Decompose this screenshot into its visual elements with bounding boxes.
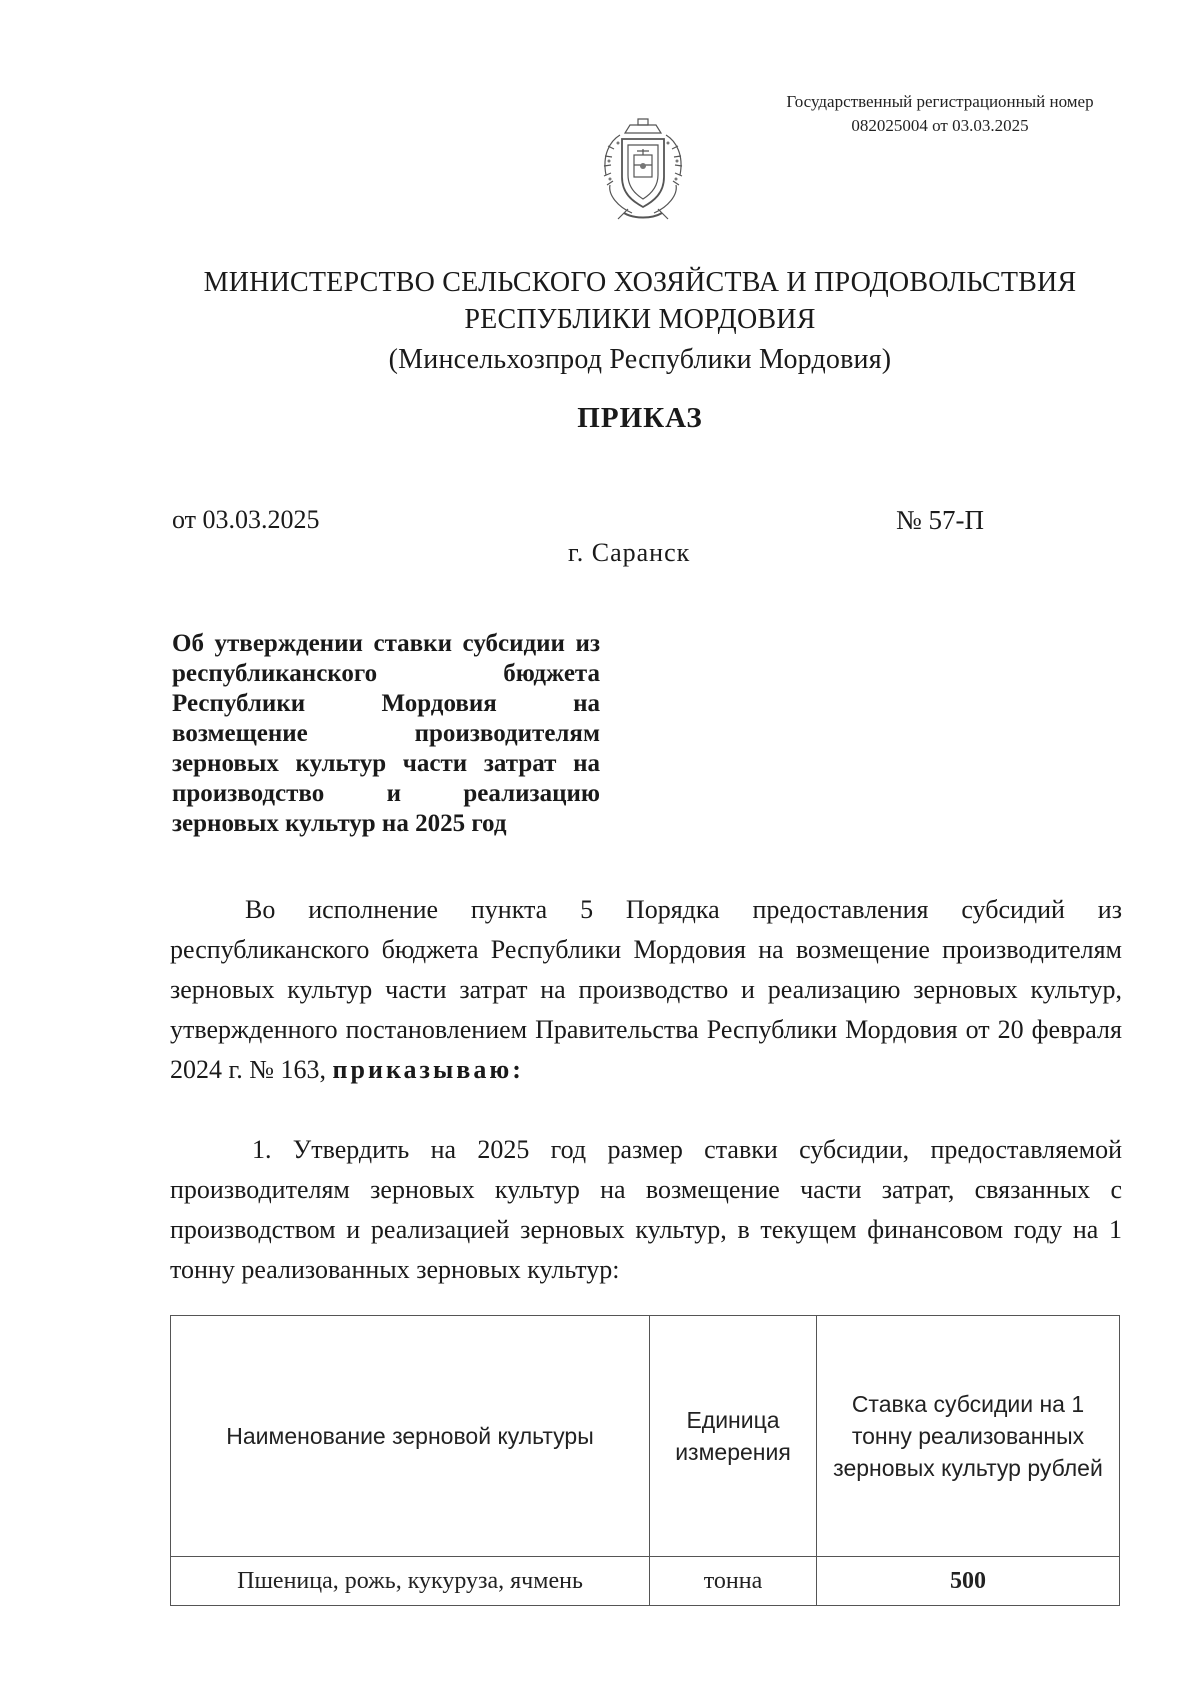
- registration-number-line1: Государственный регистрационный номер: [786, 92, 1094, 111]
- ministry-name-line1: МИНИСТЕРСТВО СЕЛЬСКОГО ХОЗЯЙСТВА И ПРОДОВОЛЬСТВИЯ: [203, 267, 1077, 298]
- order-word: приказываю:: [332, 1055, 524, 1084]
- header-crop-name: Наименование зерновой культуры: [171, 1316, 650, 1557]
- header-rate: Ставка субсидии на 1 тонну реализованных зерновых культур рублей: [817, 1316, 1120, 1557]
- subsidy-rate-table: [170, 1315, 1120, 1606]
- order-item-1: 1. Утвердить на 2025 год размер ставки субсидии, предоставляемой производителям зерновых культур на возмещение части затрат, связанных с производством и реализацией зерновых культур, в текущем финансовом году на 1 тонну реализованных зерновых культур:: [170, 1135, 1122, 1284]
- document-subject: Об утверждении ставки субсидии из республиканского бюджета Республики Мордовия на возмещение производителям зерновых культур части затрат на производство и реализацию зерновых культур на 2025 год: [172, 630, 600, 837]
- registration-number: [740, 90, 1140, 138]
- document-city: г. Саранск: [568, 538, 691, 567]
- cell-rate-value: 500: [817, 1557, 1120, 1606]
- cell-crop-name: Пшеница, рожь, кукуруза, ячмень: [171, 1557, 650, 1606]
- coat-of-arms-icon: [588, 115, 698, 225]
- cell-unit: тонна: [650, 1557, 817, 1606]
- preamble-paragraph: [170, 890, 1122, 1090]
- document-type: ПРИКАЗ: [577, 402, 703, 434]
- table-row: [171, 1557, 1120, 1606]
- preamble-text: Во исполнение пункта 5 Порядка предоставления субсидий из республиканского бюджета Республики Мордовия на возмещение производителям зерновых культур части затрат на производство и реализацию зерновых культур, утвержденного постановлением Правительства Республики Мордовия от 20 февраля 2024 г. № 163,: [170, 895, 1122, 1084]
- ministry-header: [150, 264, 1130, 378]
- ministry-short-name: (Минсельхозпрод Республики Мордовия): [388, 344, 892, 375]
- registration-number-line2: 082025004 от 03.03.2025: [851, 116, 1029, 135]
- document-number: № 57-П: [896, 505, 985, 535]
- header-unit: Единица измерения: [650, 1316, 817, 1557]
- ministry-name-line2: РЕСПУБЛИКИ МОРДОВИЯ: [464, 304, 816, 335]
- document-date: от 03.03.2025: [172, 505, 320, 534]
- table-header-row: [171, 1316, 1120, 1557]
